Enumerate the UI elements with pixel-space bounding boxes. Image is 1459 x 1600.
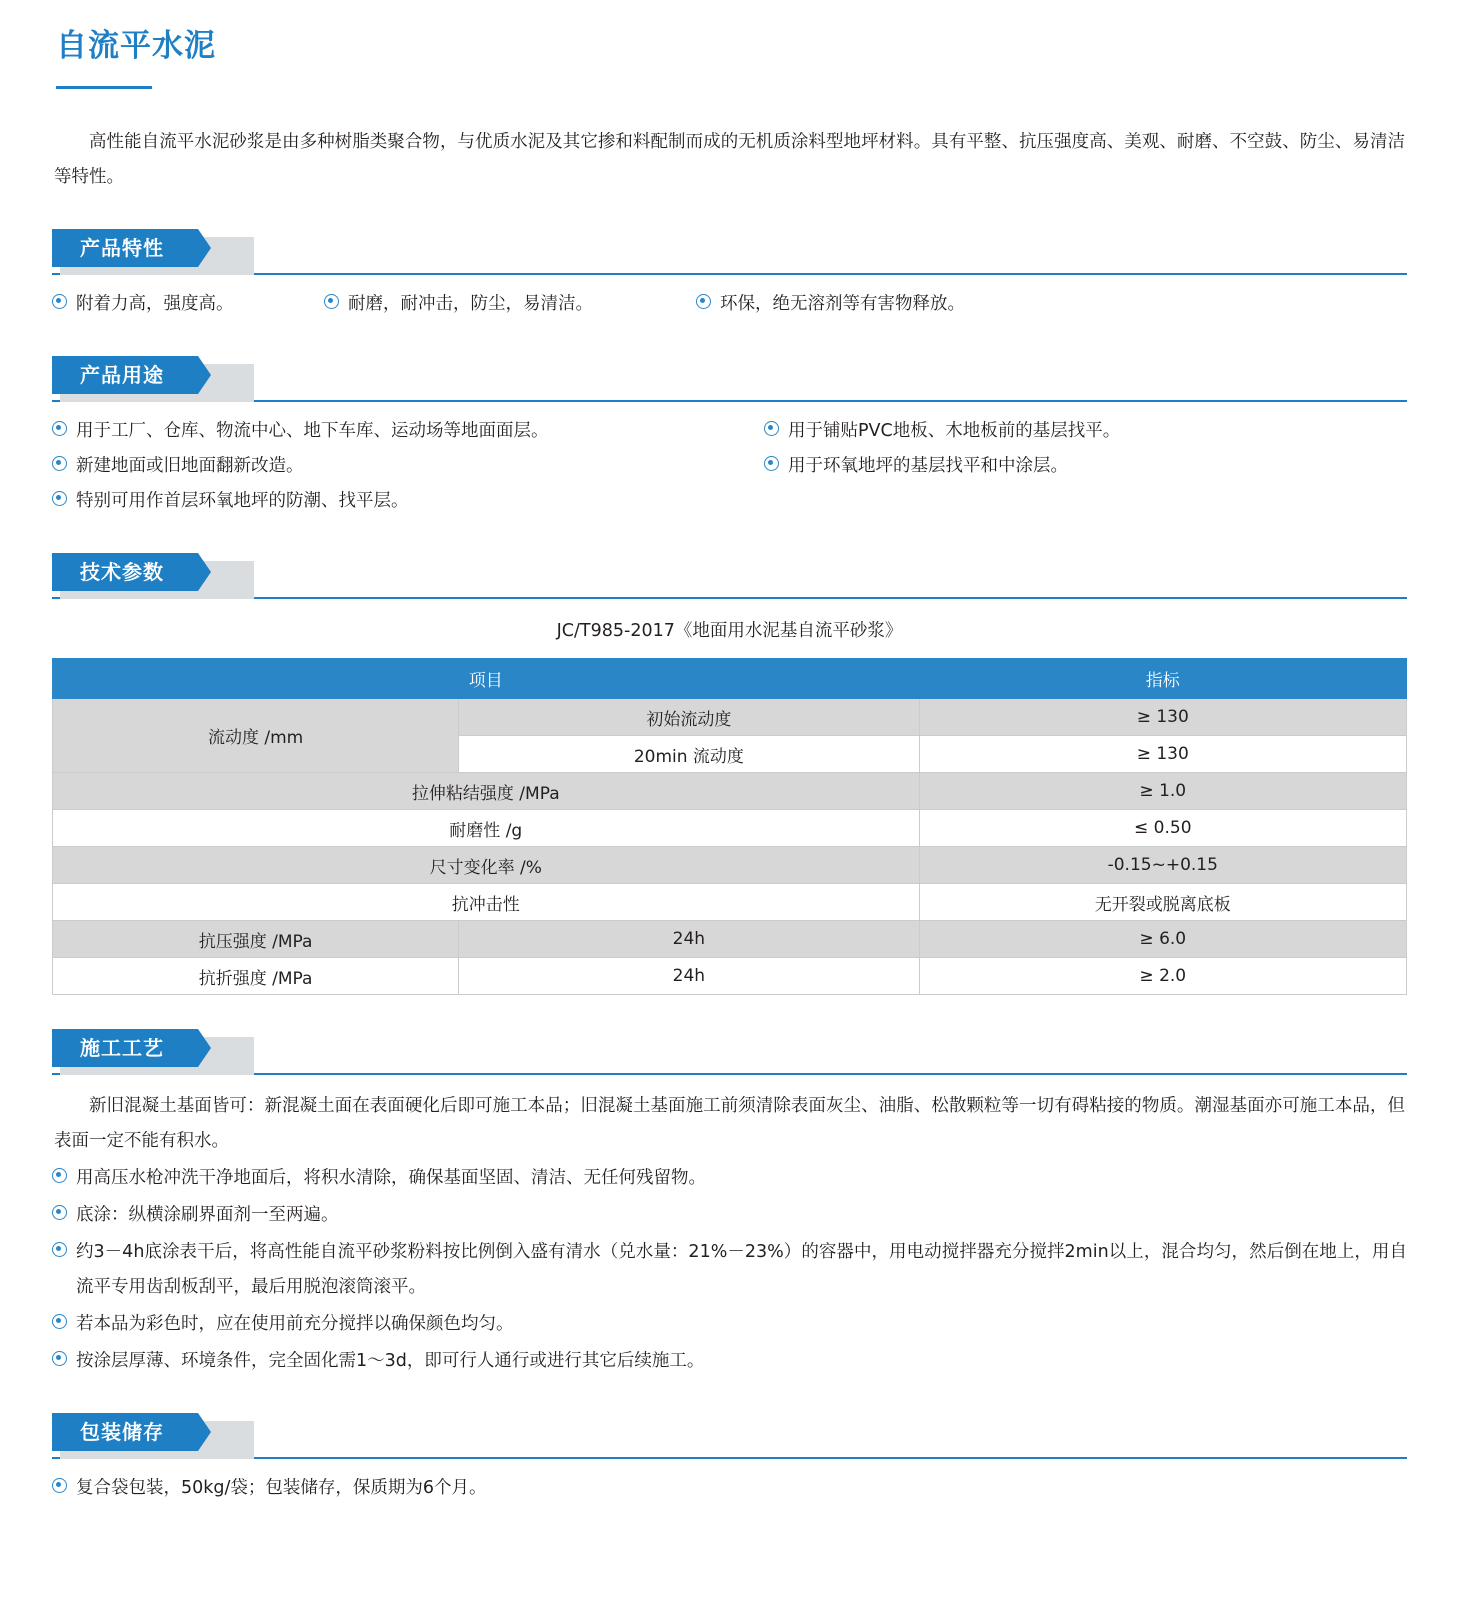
cell-sub: 20min 流动度 bbox=[459, 736, 919, 773]
circle-bullet-icon bbox=[52, 456, 67, 471]
column-header-value: 指标 bbox=[919, 659, 1406, 699]
column-header-item: 项目 bbox=[53, 659, 920, 699]
list-item bbox=[52, 1235, 1407, 1305]
section-tech-heading: 技术参数 bbox=[52, 553, 198, 591]
cell-item: 流动度 /mm bbox=[53, 699, 459, 773]
section-uses-heading: 产品用途 bbox=[52, 356, 198, 394]
cell-item: 耐磨性 /g bbox=[53, 810, 920, 847]
table-row bbox=[53, 810, 1407, 847]
cell-item: 抗压强度 /MPa bbox=[53, 921, 459, 958]
circle-bullet-icon bbox=[52, 491, 67, 506]
section-tech-head bbox=[52, 553, 1407, 591]
cell-item: 尺寸变化率 /% bbox=[53, 847, 920, 884]
list-item-label: 特别可用作首层环氧地坪的防潮、找平层。 bbox=[76, 491, 409, 512]
section-uses-head bbox=[52, 356, 1407, 394]
list-item-label: 底涂：纵横涂刷界面剂一至两遍。 bbox=[76, 1205, 339, 1226]
section-features-rule bbox=[52, 273, 1407, 275]
process-paragraph: 新旧混凝土基面皆可：新混凝土面在表面硬化后即可施工本品；旧混凝土基面施工前须清除表面灰尘、油脂、松散颗粒等一切有碍粘接的物质。潮湿基面亦可施工本品，但表面一定不能有积水。 bbox=[54, 1096, 1405, 1152]
cell-item: 拉伸粘结强度 /MPa bbox=[53, 773, 920, 810]
list-item bbox=[52, 1198, 1407, 1233]
list-item-label: 复合袋包装，50kg/袋；包装储存，保质期为6个月。 bbox=[76, 1478, 487, 1499]
cell-sub: 24h bbox=[459, 921, 919, 958]
list-item bbox=[696, 287, 965, 322]
cell-sub: 初始流动度 bbox=[459, 699, 919, 736]
list-item bbox=[324, 287, 696, 322]
section-packaging-heading: 包装储存 bbox=[52, 1413, 198, 1451]
circle-bullet-icon bbox=[52, 1478, 67, 1493]
table-row bbox=[53, 773, 1407, 810]
list-item-label: 附着力高，强度高。 bbox=[76, 294, 234, 315]
cell-value: -0.15~+0.15 bbox=[919, 847, 1406, 884]
section-features bbox=[52, 229, 1407, 322]
section-process-head bbox=[52, 1029, 1407, 1067]
circle-bullet-icon bbox=[764, 456, 779, 471]
cell-value: ≥ 130 bbox=[919, 699, 1406, 736]
circle-bullet-icon bbox=[52, 294, 67, 309]
section-uses bbox=[52, 356, 1407, 519]
list-item bbox=[52, 484, 764, 519]
section-process-rule bbox=[52, 1073, 1407, 1075]
cell-item: 抗冲击性 bbox=[53, 884, 920, 921]
list-item-label: 若本品为彩色时，应在使用前充分搅拌以确保颜色均匀。 bbox=[76, 1314, 514, 1335]
intro-paragraph: 高性能自流平水泥砂浆是由多种树脂类聚合物，与优质水泥及其它掺和料配制而成的无机质涂料型地坪材料。具有平整、抗压强度高、美观、耐磨、不空鼓、防尘、易清洁等特性。 bbox=[54, 132, 1405, 188]
list-item bbox=[52, 449, 764, 484]
section-tech-rule bbox=[52, 597, 1407, 599]
section-tech bbox=[52, 553, 1407, 995]
section-packaging bbox=[52, 1413, 1407, 1506]
circle-bullet-icon bbox=[52, 421, 67, 436]
list-item bbox=[52, 414, 764, 449]
cell-item: 抗折强度 /MPa bbox=[53, 958, 459, 995]
list-item-label: 耐磨，耐冲击，防尘，易清洁。 bbox=[348, 294, 593, 315]
list-item bbox=[52, 1161, 1407, 1196]
table-row bbox=[53, 958, 1407, 995]
cell-value: ≥ 130 bbox=[919, 736, 1406, 773]
cell-value: 无开裂或脱离底板 bbox=[919, 884, 1406, 921]
circle-bullet-icon bbox=[52, 1314, 67, 1329]
section-features-heading: 产品特性 bbox=[52, 229, 198, 267]
table-row bbox=[53, 921, 1407, 958]
list-item-label: 用于工厂、仓库、物流中心、地下车库、运动场等地面面层。 bbox=[76, 421, 549, 442]
circle-bullet-icon bbox=[764, 421, 779, 436]
list-item bbox=[764, 449, 1407, 484]
list-item-label: 约3－4h底涂表干后，将高性能自流平砂浆粉料按比例倒入盛有清水（兑水量：21%－23%）的容器中，用电动搅拌器充分搅拌2min以上，混合均匀，然后倒在地上，用自流平专用齿刮板刮平，最后用脱泡滚筒滚平。 bbox=[76, 1242, 1407, 1298]
cell-sub: 24h bbox=[459, 958, 919, 995]
list-item-label: 环保，绝无溶剂等有害物释放。 bbox=[720, 294, 965, 315]
list-item bbox=[52, 1344, 1407, 1379]
features-list bbox=[52, 287, 1407, 322]
list-item bbox=[52, 1307, 1407, 1342]
list-item bbox=[52, 1471, 1407, 1506]
list-item bbox=[764, 414, 1407, 449]
section-packaging-head bbox=[52, 1413, 1407, 1451]
table-header-row bbox=[53, 659, 1407, 699]
list-item-label: 新建地面或旧地面翻新改造。 bbox=[76, 456, 304, 477]
list-item-label: 用高压水枪冲洗干净地面后，将积水清除，确保基面坚固、清洁、无任何残留物。 bbox=[76, 1168, 706, 1189]
circle-bullet-icon bbox=[52, 1205, 67, 1220]
cell-value: ≤ 0.50 bbox=[919, 810, 1406, 847]
circle-bullet-icon bbox=[324, 294, 339, 309]
cell-value: ≥ 2.0 bbox=[919, 958, 1406, 995]
section-process bbox=[52, 1029, 1407, 1379]
tech-parameter-table bbox=[52, 658, 1407, 995]
process-list bbox=[52, 1161, 1407, 1379]
circle-bullet-icon bbox=[696, 294, 711, 309]
page-title: 自流平水泥 bbox=[56, 28, 216, 64]
uses-list bbox=[52, 414, 1407, 519]
table-row bbox=[53, 884, 1407, 921]
title-underline bbox=[56, 86, 152, 89]
circle-bullet-icon bbox=[52, 1168, 67, 1183]
list-item-label: 用于环氧地坪的基层找平和中涂层。 bbox=[788, 456, 1068, 477]
cell-value: ≥ 6.0 bbox=[919, 921, 1406, 958]
section-packaging-rule bbox=[52, 1457, 1407, 1459]
packaging-list bbox=[52, 1471, 1407, 1506]
section-uses-rule bbox=[52, 400, 1407, 402]
table-row bbox=[53, 699, 1407, 736]
section-features-head bbox=[52, 229, 1407, 267]
table-row bbox=[53, 847, 1407, 884]
list-item bbox=[52, 287, 324, 322]
standard-caption: JC/T985-2017《地面用水泥基自流平砂浆》 bbox=[556, 621, 903, 642]
section-process-heading: 施工工艺 bbox=[52, 1029, 198, 1067]
circle-bullet-icon bbox=[52, 1351, 67, 1366]
list-item-label: 按涂层厚薄、环境条件，完全固化需1～3d，即可行人通行或进行其它后续施工。 bbox=[76, 1351, 705, 1372]
circle-bullet-icon bbox=[52, 1242, 67, 1257]
cell-value: ≥ 1.0 bbox=[919, 773, 1406, 810]
list-item-label: 用于铺贴PVC地板、木地板前的基层找平。 bbox=[788, 421, 1121, 442]
